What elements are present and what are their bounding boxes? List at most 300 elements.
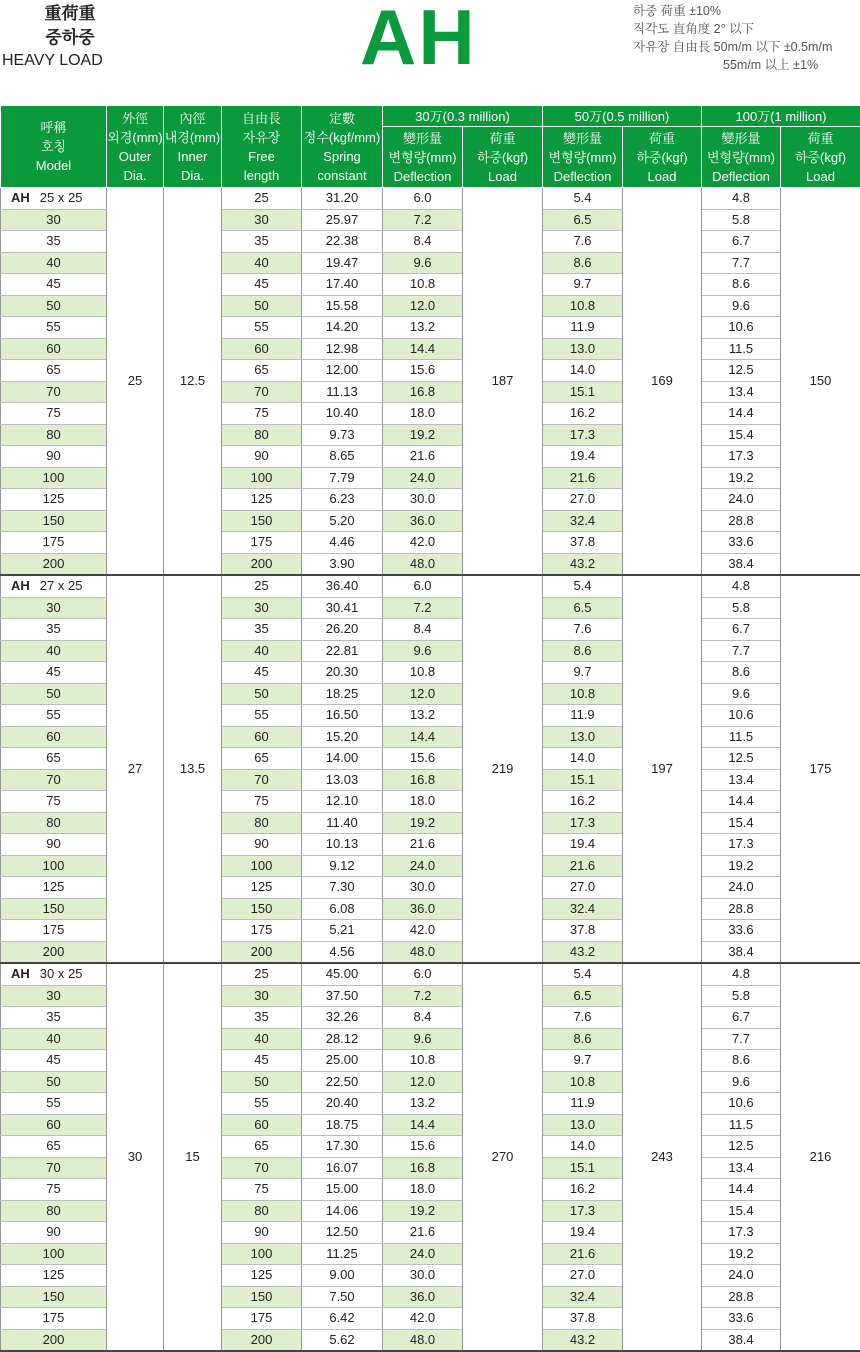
free-length-cell: 45 — [222, 662, 302, 684]
free-length-cell: 60 — [222, 1114, 302, 1136]
spring-constant-cell: 17.40 — [302, 274, 383, 296]
deflection-cell-2: 37.8 — [543, 920, 623, 942]
heavy-load-korean: 중하중 — [0, 26, 140, 50]
model-cell: 35 — [1, 619, 107, 641]
deflection-cell-3: 7.7 — [702, 1028, 781, 1050]
spring-constant-cell: 19.47 — [302, 252, 383, 274]
free-length-cell: 70 — [222, 769, 302, 791]
free-length-cell: 80 — [222, 1200, 302, 1222]
model-cell: 80 — [1, 424, 107, 446]
spring-constant-cell: 22.38 — [302, 231, 383, 253]
deflection-cell-1: 15.6 — [383, 1136, 463, 1158]
model-cell: 45 — [1, 1050, 107, 1072]
deflection-cell-2: 10.8 — [543, 683, 623, 705]
deflection-cell-2: 5.4 — [543, 188, 623, 210]
deflection-cell-1: 8.4 — [383, 231, 463, 253]
deflection-cell-3: 24.0 — [702, 489, 781, 511]
spring-constant-cell: 11.13 — [302, 381, 383, 403]
model-cell: 60 — [1, 726, 107, 748]
deflection-cell-2: 11.9 — [543, 1093, 623, 1115]
deflection-cell-1: 12.0 — [383, 683, 463, 705]
table-body — [1, 188, 860, 1352]
model-cell: 75 — [1, 791, 107, 813]
deflection-cell-3: 6.7 — [702, 619, 781, 641]
free-length-cell: 80 — [222, 424, 302, 446]
load-cell-1: 270 — [463, 963, 543, 1351]
spring-constant-cell: 20.40 — [302, 1093, 383, 1115]
tolerance-notes — [633, 2, 832, 74]
free-length-cell: 45 — [222, 1050, 302, 1072]
deflection-cell-2: 17.3 — [543, 424, 623, 446]
deflection-cell-1: 6.0 — [383, 575, 463, 597]
col-deflection-1: 變形量 변형량(mm) Deflection — [383, 127, 463, 188]
load-cell-3: 150 — [781, 188, 860, 576]
deflection-cell-2: 11.9 — [543, 317, 623, 339]
col-outer-dia: 外徑 외경(mm) Outer Dia. — [107, 106, 164, 188]
deflection-cell-1: 6.0 — [383, 188, 463, 210]
free-length-cell: 125 — [222, 1265, 302, 1287]
model-cell: 65 — [1, 1136, 107, 1158]
model-cell: 35 — [1, 1007, 107, 1029]
deflection-cell-2: 17.3 — [543, 812, 623, 834]
model-cell: 80 — [1, 812, 107, 834]
inner-dia-cell: 15 — [164, 963, 222, 1351]
deflection-cell-3: 15.4 — [702, 812, 781, 834]
spring-constant-cell: 16.07 — [302, 1157, 383, 1179]
deflection-cell-1: 14.4 — [383, 1114, 463, 1136]
spring-constant-cell: 8.65 — [302, 446, 383, 468]
free-length-cell: 75 — [222, 1179, 302, 1201]
deflection-cell-2: 7.6 — [543, 1007, 623, 1029]
model-cell: 175 — [1, 920, 107, 942]
deflection-cell-3: 7.7 — [702, 252, 781, 274]
model-cell: 55 — [1, 705, 107, 727]
model-cell: 80 — [1, 1200, 107, 1222]
deflection-cell-2: 21.6 — [543, 467, 623, 489]
deflection-cell-2: 15.1 — [543, 381, 623, 403]
model-cell — [1, 188, 107, 210]
deflection-cell-1: 15.6 — [383, 360, 463, 382]
model-cell: 200 — [1, 1329, 107, 1351]
load-cell-2: 243 — [623, 963, 702, 1351]
deflection-cell-2: 11.9 — [543, 705, 623, 727]
free-length-cell: 55 — [222, 1093, 302, 1115]
deflection-cell-3: 8.6 — [702, 1050, 781, 1072]
free-length-cell: 75 — [222, 403, 302, 425]
deflection-cell-1: 48.0 — [383, 553, 463, 575]
free-length-cell: 50 — [222, 295, 302, 317]
deflection-cell-3: 6.7 — [702, 1007, 781, 1029]
model-cell: 30 — [1, 209, 107, 231]
free-length-cell: 100 — [222, 1243, 302, 1265]
free-length-cell: 50 — [222, 683, 302, 705]
model-cell: 40 — [1, 640, 107, 662]
deflection-cell-1: 36.0 — [383, 1286, 463, 1308]
free-length-cell: 90 — [222, 446, 302, 468]
model-cell — [1, 963, 107, 985]
deflection-cell-2: 8.6 — [543, 640, 623, 662]
deflection-cell-2: 32.4 — [543, 898, 623, 920]
deflection-cell-2: 7.6 — [543, 231, 623, 253]
deflection-cell-2: 5.4 — [543, 575, 623, 597]
model-cell: 125 — [1, 1265, 107, 1287]
deflection-cell-3: 4.8 — [702, 575, 781, 597]
model-size: 30 x 25 — [40, 966, 83, 981]
model-cell: 200 — [1, 553, 107, 575]
spring-constant-cell: 14.00 — [302, 748, 383, 770]
deflection-cell-3: 7.7 — [702, 640, 781, 662]
deflection-cell-3: 6.7 — [702, 231, 781, 253]
col-deflection-3: 變形量 변형량(mm) Deflection — [702, 127, 781, 188]
deflection-cell-1: 42.0 — [383, 532, 463, 554]
deflection-cell-1: 18.0 — [383, 403, 463, 425]
free-length-cell: 55 — [222, 705, 302, 727]
spring-constant-cell: 11.40 — [302, 812, 383, 834]
inner-dia-cell: 12.5 — [164, 188, 222, 576]
model-cell: 175 — [1, 1308, 107, 1330]
note-squareness: 직각도 直角度 2° 以下 — [633, 20, 832, 38]
spring-constant-cell: 5.62 — [302, 1329, 383, 1351]
deflection-cell-3: 38.4 — [702, 941, 781, 963]
free-length-cell: 75 — [222, 791, 302, 813]
deflection-cell-1: 6.0 — [383, 963, 463, 985]
deflection-cell-1: 10.8 — [383, 274, 463, 296]
deflection-cell-2: 13.0 — [543, 1114, 623, 1136]
model-cell: 100 — [1, 855, 107, 877]
model-cell: 50 — [1, 295, 107, 317]
deflection-cell-1: 9.6 — [383, 640, 463, 662]
spring-constant-cell: 12.98 — [302, 338, 383, 360]
model-cell: 45 — [1, 662, 107, 684]
spring-constant-cell: 7.30 — [302, 877, 383, 899]
deflection-cell-3: 15.4 — [702, 1200, 781, 1222]
deflection-cell-3: 11.5 — [702, 1114, 781, 1136]
deflection-cell-2: 32.4 — [543, 510, 623, 532]
free-length-cell: 90 — [222, 1222, 302, 1244]
load-cell-3: 216 — [781, 963, 860, 1351]
deflection-cell-1: 30.0 — [383, 877, 463, 899]
model-cell: 75 — [1, 1179, 107, 1201]
col-free-length: 自由長 자유장 Free length — [222, 106, 302, 188]
deflection-cell-2: 16.2 — [543, 403, 623, 425]
deflection-cell-1: 7.2 — [383, 597, 463, 619]
deflection-cell-1: 13.2 — [383, 1093, 463, 1115]
deflection-cell-1: 30.0 — [383, 1265, 463, 1287]
deflection-cell-3: 10.6 — [702, 705, 781, 727]
free-length-cell: 200 — [222, 1329, 302, 1351]
deflection-cell-3: 28.8 — [702, 510, 781, 532]
spring-constant-cell: 3.90 — [302, 553, 383, 575]
deflection-cell-1: 13.2 — [383, 317, 463, 339]
free-length-cell: 125 — [222, 489, 302, 511]
deflection-cell-1: 48.0 — [383, 941, 463, 963]
deflection-cell-3: 33.6 — [702, 532, 781, 554]
deflection-cell-2: 19.4 — [543, 1222, 623, 1244]
free-length-cell: 65 — [222, 748, 302, 770]
spring-constant-cell: 9.73 — [302, 424, 383, 446]
outer-dia-cell: 27 — [107, 575, 164, 963]
deflection-cell-2: 27.0 — [543, 1265, 623, 1287]
deflection-cell-1: 9.6 — [383, 1028, 463, 1050]
deflection-cell-2: 16.2 — [543, 791, 623, 813]
deflection-cell-1: 8.4 — [383, 1007, 463, 1029]
spec-table — [0, 105, 860, 1352]
deflection-cell-2: 10.8 — [543, 1071, 623, 1093]
model-cell: 75 — [1, 403, 107, 425]
deflection-cell-3: 4.8 — [702, 963, 781, 985]
deflection-cell-1: 42.0 — [383, 920, 463, 942]
spring-constant-cell: 6.08 — [302, 898, 383, 920]
deflection-cell-2: 9.7 — [543, 1050, 623, 1072]
model-cell — [1, 575, 107, 597]
deflection-cell-1: 24.0 — [383, 1243, 463, 1265]
note-load: 하중 荷重 ±10% — [633, 2, 832, 20]
deflection-cell-2: 8.6 — [543, 1028, 623, 1050]
deflection-cell-2: 27.0 — [543, 877, 623, 899]
spring-constant-cell: 20.30 — [302, 662, 383, 684]
outer-dia-cell: 25 — [107, 188, 164, 576]
deflection-cell-1: 19.2 — [383, 812, 463, 834]
spring-constant-cell: 10.40 — [302, 403, 383, 425]
deflection-cell-3: 12.5 — [702, 360, 781, 382]
model-cell: 175 — [1, 532, 107, 554]
free-length-cell: 150 — [222, 1286, 302, 1308]
free-length-cell: 25 — [222, 575, 302, 597]
deflection-cell-2: 10.8 — [543, 295, 623, 317]
model-cell: 50 — [1, 683, 107, 705]
deflection-cell-3: 24.0 — [702, 1265, 781, 1287]
heavy-load-hanja: 重荷重 — [0, 2, 140, 26]
col-load-3: 荷重 하중(kgf) Load — [781, 127, 860, 188]
spring-constant-cell: 6.42 — [302, 1308, 383, 1330]
free-length-cell: 175 — [222, 1308, 302, 1330]
model-size: 27 x 25 — [40, 578, 83, 593]
free-length-cell: 60 — [222, 338, 302, 360]
spring-constant-cell: 10.13 — [302, 834, 383, 856]
spring-constant-cell: 6.23 — [302, 489, 383, 511]
spring-constant-cell: 36.40 — [302, 575, 383, 597]
free-length-cell: 65 — [222, 360, 302, 382]
deflection-cell-2: 19.4 — [543, 834, 623, 856]
deflection-cell-3: 33.6 — [702, 1308, 781, 1330]
deflection-cell-3: 17.3 — [702, 1222, 781, 1244]
note-free-length-2: 55m/m 以上 ±1% — [633, 56, 832, 74]
deflection-cell-2: 15.1 — [543, 1157, 623, 1179]
deflection-cell-3: 38.4 — [702, 553, 781, 575]
spring-constant-cell: 5.21 — [302, 920, 383, 942]
deflection-cell-2: 37.8 — [543, 1308, 623, 1330]
deflection-cell-3: 14.4 — [702, 1179, 781, 1201]
deflection-cell-2: 13.0 — [543, 338, 623, 360]
deflection-cell-3: 33.6 — [702, 920, 781, 942]
free-length-cell: 45 — [222, 274, 302, 296]
col-spring-constant: 定數 정수(kgf/mm) Spring constant — [302, 106, 383, 188]
deflection-cell-1: 48.0 — [383, 1329, 463, 1351]
deflection-cell-3: 13.4 — [702, 1157, 781, 1179]
deflection-cell-2: 43.2 — [543, 553, 623, 575]
model-size: 25 x 25 — [40, 190, 83, 205]
col-load-1: 荷重 하중(kgf) Load — [463, 127, 543, 188]
deflection-cell-1: 9.6 — [383, 252, 463, 274]
col-inner-dia: 內徑 내경(mm) Inner Dia. — [164, 106, 222, 188]
free-length-cell: 65 — [222, 1136, 302, 1158]
load-cell-2: 197 — [623, 575, 702, 963]
deflection-cell-3: 5.8 — [702, 597, 781, 619]
load-cell-2: 169 — [623, 188, 702, 576]
group-05-million: 50万(0.5 million) — [543, 106, 702, 127]
deflection-cell-2: 37.8 — [543, 532, 623, 554]
deflection-cell-1: 15.6 — [383, 748, 463, 770]
free-length-cell: 200 — [222, 941, 302, 963]
spring-constant-cell: 22.81 — [302, 640, 383, 662]
deflection-cell-3: 8.6 — [702, 274, 781, 296]
deflection-cell-2: 19.4 — [543, 446, 623, 468]
spring-constant-cell: 31.20 — [302, 188, 383, 210]
deflection-cell-3: 8.6 — [702, 662, 781, 684]
table-row — [1, 963, 860, 985]
spring-constant-cell: 18.25 — [302, 683, 383, 705]
spring-constant-cell: 15.58 — [302, 295, 383, 317]
load-cell-1: 187 — [463, 188, 543, 576]
deflection-cell-3: 24.0 — [702, 877, 781, 899]
spring-constant-cell: 15.20 — [302, 726, 383, 748]
free-length-cell: 35 — [222, 231, 302, 253]
free-length-cell: 90 — [222, 834, 302, 856]
deflection-cell-3: 9.6 — [702, 295, 781, 317]
model-cell: 60 — [1, 1114, 107, 1136]
model-cell: 90 — [1, 1222, 107, 1244]
model-cell: 40 — [1, 252, 107, 274]
deflection-cell-1: 18.0 — [383, 791, 463, 813]
spring-constant-cell: 28.12 — [302, 1028, 383, 1050]
page-title: AH — [360, 0, 477, 82]
deflection-cell-2: 8.6 — [543, 252, 623, 274]
free-length-cell: 70 — [222, 381, 302, 403]
deflection-cell-2: 14.0 — [543, 1136, 623, 1158]
spring-constant-cell: 45.00 — [302, 963, 383, 985]
deflection-cell-3: 38.4 — [702, 1329, 781, 1351]
deflection-cell-2: 7.6 — [543, 619, 623, 641]
deflection-cell-3: 17.3 — [702, 446, 781, 468]
spring-constant-cell: 22.50 — [302, 1071, 383, 1093]
model-cell: 70 — [1, 381, 107, 403]
deflection-cell-3: 10.6 — [702, 317, 781, 339]
deflection-cell-3: 9.6 — [702, 1071, 781, 1093]
col-load-2: 荷重 하중(kgf) Load — [623, 127, 702, 188]
free-length-cell: 40 — [222, 1028, 302, 1050]
deflection-cell-3: 10.6 — [702, 1093, 781, 1115]
model-cell: 55 — [1, 317, 107, 339]
free-length-cell: 50 — [222, 1071, 302, 1093]
free-length-cell: 100 — [222, 467, 302, 489]
group-03-million: 30万(0.3 million) — [383, 106, 543, 127]
deflection-cell-2: 5.4 — [543, 963, 623, 985]
deflection-cell-2: 17.3 — [543, 1200, 623, 1222]
deflection-cell-3: 11.5 — [702, 338, 781, 360]
table-header — [1, 106, 860, 188]
spring-constant-cell: 4.46 — [302, 532, 383, 554]
model-prefix: AH — [11, 966, 30, 981]
deflection-cell-3: 19.2 — [702, 467, 781, 489]
spring-constant-cell: 25.00 — [302, 1050, 383, 1072]
spring-constant-cell: 37.50 — [302, 985, 383, 1007]
deflection-cell-3: 15.4 — [702, 424, 781, 446]
free-length-cell: 60 — [222, 726, 302, 748]
free-length-cell: 25 — [222, 188, 302, 210]
spring-constant-cell: 7.50 — [302, 1286, 383, 1308]
spring-constant-cell: 13.03 — [302, 769, 383, 791]
model-cell: 150 — [1, 510, 107, 532]
deflection-cell-1: 18.0 — [383, 1179, 463, 1201]
deflection-cell-1: 16.8 — [383, 1157, 463, 1179]
deflection-cell-1: 19.2 — [383, 424, 463, 446]
model-cell: 45 — [1, 274, 107, 296]
free-length-cell: 80 — [222, 812, 302, 834]
deflection-cell-2: 13.0 — [543, 726, 623, 748]
free-length-cell: 35 — [222, 619, 302, 641]
free-length-cell: 30 — [222, 597, 302, 619]
table-row — [1, 575, 860, 597]
free-length-cell: 35 — [222, 1007, 302, 1029]
free-length-cell: 30 — [222, 209, 302, 231]
model-cell: 30 — [1, 985, 107, 1007]
deflection-cell-1: 21.6 — [383, 834, 463, 856]
spring-constant-cell: 18.75 — [302, 1114, 383, 1136]
model-cell: 150 — [1, 898, 107, 920]
deflection-cell-1: 7.2 — [383, 985, 463, 1007]
spring-constant-cell: 12.10 — [302, 791, 383, 813]
spring-constant-cell: 15.00 — [302, 1179, 383, 1201]
deflection-cell-2: 6.5 — [543, 597, 623, 619]
deflection-cell-2: 9.7 — [543, 662, 623, 684]
deflection-cell-1: 14.4 — [383, 338, 463, 360]
spring-constant-cell: 32.26 — [302, 1007, 383, 1029]
spring-constant-cell: 9.00 — [302, 1265, 383, 1287]
load-cell-3: 175 — [781, 575, 860, 963]
model-prefix: AH — [11, 190, 30, 205]
model-cell: 100 — [1, 1243, 107, 1265]
model-cell: 60 — [1, 338, 107, 360]
deflection-cell-1: 16.8 — [383, 381, 463, 403]
deflection-cell-3: 13.4 — [702, 381, 781, 403]
deflection-cell-1: 12.0 — [383, 295, 463, 317]
deflection-cell-3: 12.5 — [702, 748, 781, 770]
free-length-cell: 150 — [222, 510, 302, 532]
deflection-cell-2: 14.0 — [543, 748, 623, 770]
heavy-load-english: HEAVY LOAD — [0, 50, 140, 72]
deflection-cell-3: 19.2 — [702, 855, 781, 877]
free-length-cell: 25 — [222, 963, 302, 985]
free-length-cell: 30 — [222, 985, 302, 1007]
spring-constant-cell: 4.56 — [302, 941, 383, 963]
deflection-cell-1: 24.0 — [383, 467, 463, 489]
model-cell: 125 — [1, 877, 107, 899]
deflection-cell-1: 12.0 — [383, 1071, 463, 1093]
model-prefix: AH — [11, 578, 30, 593]
free-length-cell: 40 — [222, 640, 302, 662]
deflection-cell-3: 14.4 — [702, 403, 781, 425]
deflection-cell-1: 10.8 — [383, 1050, 463, 1072]
deflection-cell-2: 21.6 — [543, 1243, 623, 1265]
note-free-length: 자유장 自由長 50m/m 以下 ±0.5m/m — [633, 38, 832, 56]
deflection-cell-3: 28.8 — [702, 1286, 781, 1308]
model-cell: 200 — [1, 941, 107, 963]
free-length-cell: 175 — [222, 920, 302, 942]
free-length-cell: 125 — [222, 877, 302, 899]
model-cell: 50 — [1, 1071, 107, 1093]
deflection-cell-1: 24.0 — [383, 855, 463, 877]
deflection-cell-1: 14.4 — [383, 726, 463, 748]
